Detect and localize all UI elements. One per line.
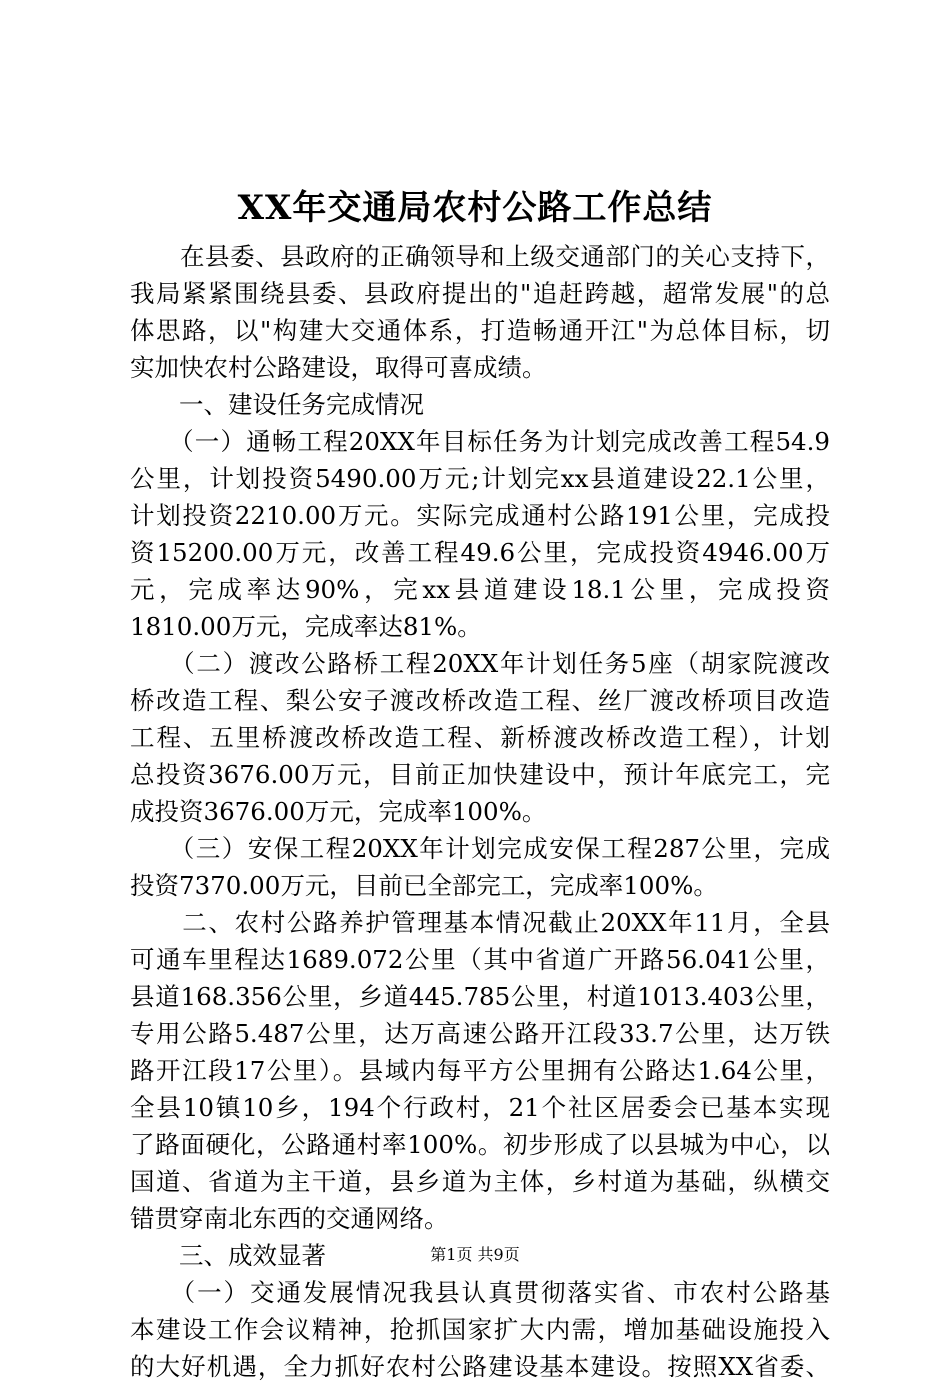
text-line: 总投资3676.00万元，目前正加快建设中，预计年底完工，完 [130,760,830,789]
document-title: XX年交通局农村公路工作总结 [237,188,713,228]
text-line: 实加快农村公路建设，取得可喜成绩。 [130,353,547,382]
text-line: 了路面硬化，公路通村率100%。初步形成了以县城为中心，以 [130,1130,830,1159]
text-line: 专用公路5.487公里，达万高速公路开江段33.7公里，达万铁 [130,1019,830,1048]
document-body [130,238,830,1385]
text-line: 一、建设任务完成情况 [130,390,424,419]
text-line: 全县10镇10乡，194个行政村，21个社区居委会已基本实现 [130,1093,830,1122]
text-line: 错贯穿南北东西的交通网络。 [130,1204,449,1233]
text-line: 县道168.356公里，乡道445.785公里，村道1013.403公里， [130,982,830,1011]
text-line: 在县委、县政府的正确领导和上级交通部门的关心支持下， [130,242,830,271]
text-line: 资15200.00万元，改善工程49.6公里，完成投资4946.00万 [130,538,830,567]
text-line: 国道、省道为主干道，县乡道为主体，乡村道为基础，纵横交 [130,1167,830,1196]
text-line: 我局紧紧围绕县委、县政府提出的"追赶跨越，超常发展"的总 [130,279,830,308]
text-line: 公里，计划投资5490.00万元;计划完xx县道建设22.1公里， [130,464,830,493]
text-line: 路开江段17公里）。县域内每平方公里拥有公路达1.64公里， [130,1056,830,1085]
text-line: 投资7370.00万元，目前已全部完工，完成率100%。 [130,871,718,900]
text-line: 计划投资2210.00万元。实际完成通村公路191公里，完成投 [130,501,830,530]
text-line: 1810.00万元，完成率达81%。 [130,612,482,641]
text-line: （三）安保工程20XX年计划完成安保工程287公里，完成 [130,834,830,863]
text-line: 桥改造工程、梨公安子渡改桥改造工程、丝厂渡改桥项目改造 [130,686,830,715]
page-footer: 第1页 共9页 [430,1245,520,1264]
text-line: 本建设工作会议精神，抢抓国家扩大内需，增加基础设施投入 [130,1315,830,1344]
text-line: 可通车里程达1689.072公里（其中省道广开路56.041公里， [130,945,830,974]
text-line: （一）交通发展情况我县认真贯彻落实省、市农村公路基 [130,1278,830,1307]
text-line: 体思路，以"构建大交通体系，打造畅通开江"为总体目标，切 [130,316,830,345]
text-line: 二、农村公路养护管理基本情况截止20XX年11月，全县 [130,908,830,937]
text-line: 的大好机遇，全力抓好农村公路建设基本建设。按照XX省委、 [130,1352,830,1381]
text-line: 工程、五里桥渡改桥改造工程、新桥渡改桥改造工程），计划 [130,723,830,752]
text-line: 成投资3676.00万元，完成率100%。 [130,797,547,826]
text-line: 三、成效显著 [130,1241,326,1270]
text-line: 元，完成率达90%，完xx县道建设18.1公里，完成投资 [130,575,830,604]
text-line: （二）渡改公路桥工程20XX年计划任务5座（胡家院渡改 [130,649,830,678]
text-line: （一）通畅工程20XX年目标任务为计划完成改善工程54.9 [130,427,830,456]
